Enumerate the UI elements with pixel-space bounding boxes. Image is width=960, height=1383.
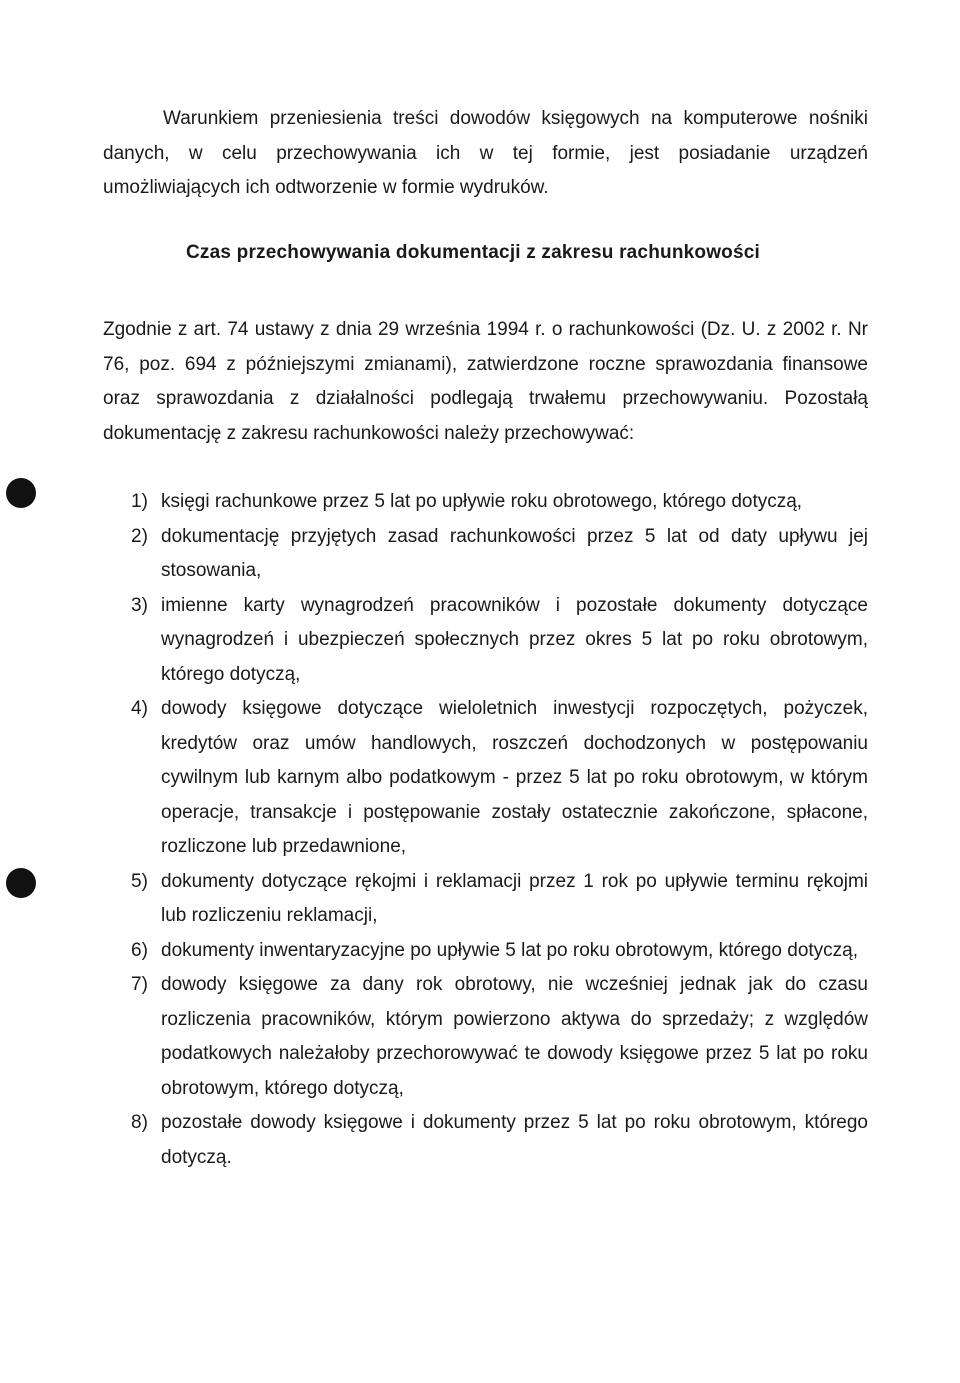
list-item <box>103 520 868 589</box>
list-item-text: dokumentację przyjętych zasad rachunkowości przez 5 lat od daty upływu jej stosowania, <box>161 525 868 581</box>
list-item <box>103 485 868 520</box>
list-item-number: 2) <box>131 525 148 547</box>
list-item-number: 5) <box>131 870 148 892</box>
list-item-text: dokumenty inwentaryzacyjne po upływie 5 lat po roku obrotowym, którego dotyczą, <box>161 939 859 961</box>
list-item <box>103 1106 868 1175</box>
list-item <box>103 589 868 693</box>
list-item-text: dokumenty dotyczące rękojmi i reklamacji przez 1 rok po upływie terminu rękojmi lub rozliczeniu reklamacji, <box>161 870 868 926</box>
list-item-number: 1) <box>131 491 148 512</box>
section-heading: Czas przechowywania dokumentacji z zakresu rachunkowości <box>186 242 760 263</box>
main-paragraph: Zgodnie z art. 74 ustawy z dnia 29 września 1994 r. o rachunkowości (Dz. U. z 2002 r. Nr 76, poz. 694 z późniejszymi zmianami), zatwierdzone roczne sprawozdania finansowe oraz sprawozdania z działalności podlegają trwałemu przechowywaniu. Pozostałą dokumentację z zakresu rachunkowości należy przechowywać: <box>103 319 868 444</box>
list-item-text: imienne karty wynagrodzeń pracowników i pozostałe dokumenty dotyczące wynagrodzeń i ubezpieczeń społecznych przez okres 5 lat po roku obrotowym, którego dotyczą, <box>161 594 868 685</box>
list-item <box>103 692 868 865</box>
list-item-number: 6) <box>131 939 148 961</box>
list-item-number: 7) <box>131 974 148 995</box>
list-item-number: 3) <box>131 594 148 616</box>
list-item-number: 8) <box>131 1112 148 1133</box>
list-item <box>103 968 868 1106</box>
list-item-text: księgi rachunkowe przez 5 lat po upływie roku obrotowego, którego dotyczą, <box>161 491 803 512</box>
list-item-number: 4) <box>131 698 148 719</box>
list-item-text: dowody księgowe dotyczące wieloletnich inwestycji rozpoczętych, pożyczek, kredytów oraz umów handlowych, roszczeń dochodzonych w postępowaniu cywilnym lub karnym albo podatkowym - przez 5 lat po roku obrotowym, w którym operacje, transakcje i postępowanie zostały ostatecznie zakończone, spłacone, rozliczone lub przedawnione, <box>161 698 868 857</box>
list-item <box>103 934 868 969</box>
list-item-text: pozostałe dowody księgowe i dokumenty przez 5 lat po roku obrotowym, którego dotyczą. <box>161 1112 868 1168</box>
list-item-text: dowody księgowe za dany rok obrotowy, nie wcześniej jednak jak do czasu rozliczenia pracowników, którym powierzono aktywa do sprzedaży; z względów podatkowych należałoby przechorowywać te dowody księgowe przez 5 lat po roku obrotowym, którego dotyczą, <box>161 974 868 1099</box>
list-item <box>103 865 868 934</box>
punch-hole-marker <box>6 478 36 508</box>
punch-hole-marker <box>6 868 36 898</box>
intro-paragraph: Warunkiem przeniesienia treści dowodów księgowych na komputerowe nośniki danych, w celu przechowywania ich w tej formie, jest posiadanie urządzeń umożliwiających ich odtworzenie w formie wydruków. <box>103 108 868 198</box>
retention-list <box>103 485 868 1175</box>
